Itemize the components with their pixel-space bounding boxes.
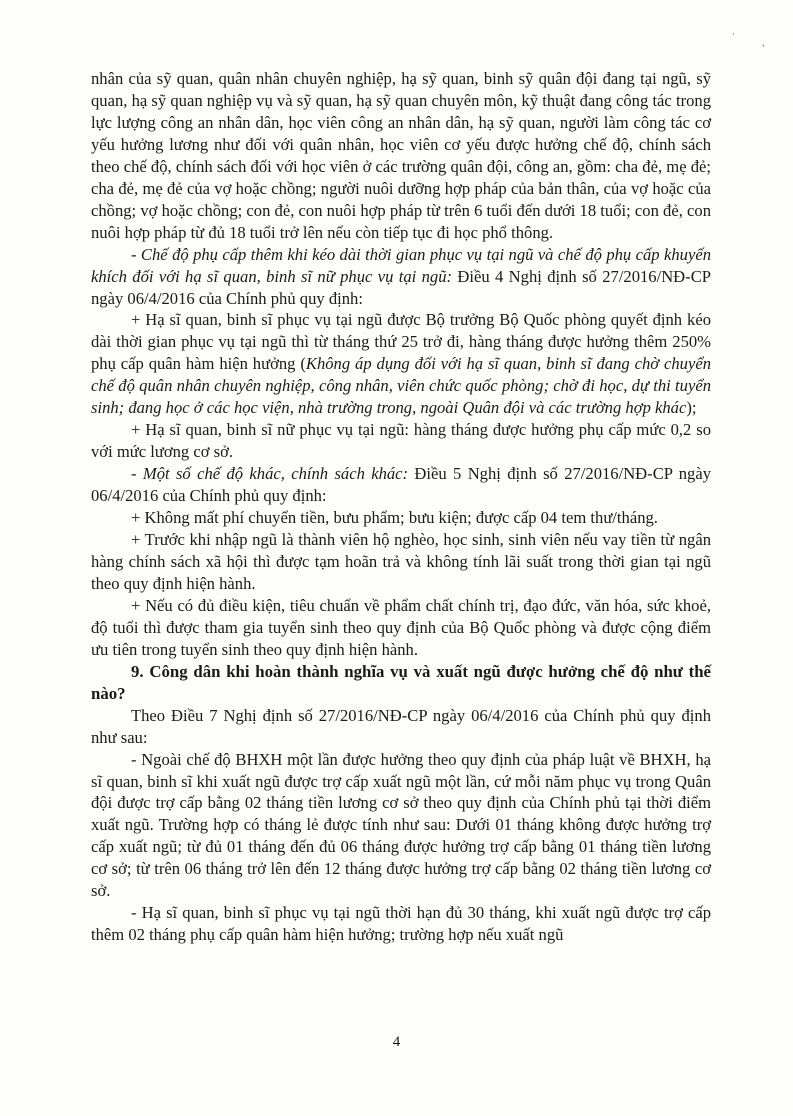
paragraph: - Hạ sĩ quan, binh sĩ phục vụ tại ngũ thời hạn đủ 30 tháng, khi xuất ngũ được trợ cấp thêm 02 tháng phụ cấp quân hàm hiện hưởng; trường hợp nếu xuất ngũ [91, 903, 711, 945]
paragraph: + Hạ sĩ quan, binh sĩ phục vụ tại ngũ được Bộ trưởng Bộ Quốc phòng quyết định kéo dài thời gian phục vụ tại ngũ thì từ tháng thứ 25 trở đi, hàng tháng được hưởng thêm 250% phụ cấp quân hàm hiện hưởng (Không áp dụng đối với hạ sĩ quan, binh sĩ đang chờ chuyển chế độ quân nhân chuyên nghiệp, công nhân, viên chức quốc phòng; chờ đi học, dự thi tuyển sinh; đang học ở các học viện, nhà trường trong, ngoài Quân đội và các trường hợp khác); [91, 310, 711, 418]
scan-speck: · [732, 30, 735, 40]
section-heading: 9. Công dân khi hoàn thành nghĩa vụ và xuất ngũ được hưởng chế độ như thế nào? [91, 661, 711, 703]
paragraph: - Chế độ phụ cấp thêm khi kéo dài thời gian phục vụ tại ngũ và chế độ phụ cấp khuyến khích đối với hạ sĩ quan, binh sĩ nữ phục vụ tại ngũ: Điều 4 Nghị định số 27/2016/NĐ-CP ngày 06/4/2016 của Chính phủ quy định: [91, 244, 711, 308]
paragraph: - Ngoài chế độ BHXH một lần được hưởng theo quy định của pháp luật về BHXH, hạ sĩ quan, binh sĩ khi xuất ngũ được trợ cấp xuất ngũ một lần, cứ mỗi năm phục vụ trong Quân đội được trợ cấp bằng 02 tháng tiền lương cơ sở theo quy định của Chính phủ tại thời điểm xuất ngũ. Trường hợp có tháng lẻ được tính như sau: Dưới 01 tháng không được hưởng trợ cấp xuất ngũ; từ đủ 01 tháng đến đủ 06 tháng được hưởng trợ cấp bằng 01 tháng tiền lương cơ sở; từ trên 06 tháng trở lên đến 12 tháng được hưởng trợ cấp bằng 02 tháng tiền lương cơ sở. [91, 749, 711, 901]
scan-speck: ' [762, 44, 765, 54]
paragraph: Theo Điều 7 Nghị định số 27/2016/NĐ-CP ngày 06/4/2016 của Chính phủ quy định như sau: [91, 705, 711, 747]
paragraph: - Một số chế độ khác, chính sách khác: Điều 5 Nghị định số 27/2016/NĐ-CP ngày 06/4/2016 của Chính phủ quy định: [91, 464, 711, 506]
paragraph: + Hạ sĩ quan, binh sĩ nữ phục vụ tại ngũ: hàng tháng được hưởng phụ cấp mức 0,2 so với mức lương cơ sở. [91, 420, 711, 462]
paragraph: + Trước khi nhập ngũ là thành viên hộ nghèo, học sinh, sinh viên nếu vay tiền từ ngân hàng chính sách xã hội thì được tạm hoãn trả và không tính lãi suất trong thời gian tại ngũ theo quy định hiện hành. [91, 530, 711, 593]
page-number: 4 [392, 1034, 401, 1050]
paragraph: + Không mất phí chuyển tiền, bưu phẩm; bưu kiện; được cấp 04 tem thư/tháng. [131, 508, 658, 528]
paragraph: + Nếu có đủ điều kiện, tiêu chuẩn về phẩm chất chính trị, đạo đức, văn hóa, sức khoẻ, độ tuổi thì được tham gia tuyển sinh theo quy định của Bộ Quốc phòng và được cộng điểm ưu tiên trong tuyển sinh theo quy định hiện hành. [91, 595, 711, 659]
body-text [91, 68, 711, 946]
paragraph: nhân của sỹ quan, quân nhân chuyên nghiệp, hạ sỹ quan, binh sỹ quân đội đang tại ngũ, sỹ quan, hạ sỹ quan nghiệp vụ và sỹ quan, hạ sỹ quan chuyên môn, kỹ thuật đang công tác trong lực lượng công an nhân dân, học viên công an nhân dân, hạ sỹ quan, người làm công tác cơ yếu hưởng lương như đối với quân nhân, học viên cơ yếu được hưởng chế độ, chính sách theo chế độ, chính sách đối với học viên ở các trường quân đội, công an, gồm: cha đẻ, mẹ đẻ; cha đẻ, mẹ đẻ của vợ hoặc chồng; người nuôi dưỡng hợp pháp của bản thân, của vợ hoặc của chồng; vợ hoặc chồng; con đẻ, con nuôi hợp pháp từ trên 6 tuổi đến dưới 18 tuổi; con đẻ, con nuôi hợp pháp từ đủ 18 tuổi trở lên nếu còn tiếp tục đi học phổ thông. [91, 69, 711, 242]
